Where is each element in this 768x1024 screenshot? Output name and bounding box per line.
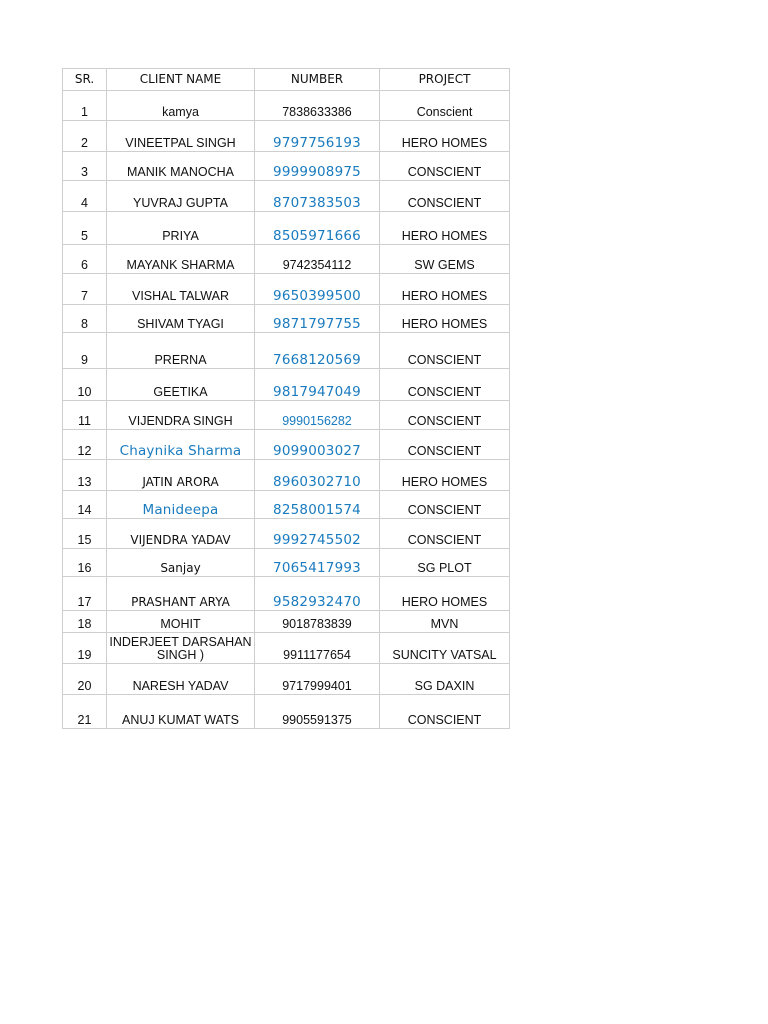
- row-sr-cell: 6: [63, 245, 107, 274]
- row-client-name-cell: Chaynika Sharma: [107, 430, 255, 460]
- row-sr-cell: 11: [63, 401, 107, 430]
- row-number-cell[interactable]: 7065417993: [255, 549, 380, 577]
- row-sr-cell: 21: [63, 695, 107, 729]
- row-project-cell: CONSCIENT: [380, 152, 510, 181]
- row-client-name-cell: MAYANK SHARMA: [107, 245, 255, 274]
- row-number-cell: 9018783839: [255, 611, 380, 633]
- row-client-name-cell: MOHIT: [107, 611, 255, 633]
- row-sr-cell: 7: [63, 274, 107, 305]
- row-client-name-cell: ANUJ KUMAT WATS: [107, 695, 255, 729]
- row-sr-cell: 10: [63, 369, 107, 401]
- row-number-cell[interactable]: 8960302710: [255, 460, 380, 491]
- header-row: [63, 69, 510, 91]
- row-client-name-cell: PRIYA: [107, 212, 255, 245]
- row-sr-cell: 2: [63, 121, 107, 152]
- row-number-cell: 9911177654: [255, 633, 380, 664]
- row-client-name-cell: GEETIKA: [107, 369, 255, 401]
- table-row: [63, 401, 510, 430]
- row-sr-cell: 8: [63, 305, 107, 333]
- row-number-cell: 9742354112: [255, 245, 380, 274]
- header-sr: SR.: [63, 69, 107, 91]
- row-client-name-cell: PRERNA: [107, 333, 255, 369]
- table-row: [63, 212, 510, 245]
- table-row: [63, 633, 510, 664]
- row-client-name-cell: VIJENDRA SINGH: [107, 401, 255, 430]
- row-number-cell[interactable]: 9797756193: [255, 121, 380, 152]
- row-client-name-cell: MANIK MANOCHA: [107, 152, 255, 181]
- row-client-name-cell: VIJENDRA YADAV: [107, 519, 255, 549]
- row-project-cell: HERO HOMES: [380, 212, 510, 245]
- header-client-name: CLIENT NAME: [107, 69, 255, 91]
- table-row: [63, 369, 510, 401]
- table-row: [63, 91, 510, 121]
- header-number: NUMBER: [255, 69, 380, 91]
- table-row: [63, 333, 510, 369]
- row-number-cell[interactable]: 9999908975: [255, 152, 380, 181]
- row-project-cell: SW GEMS: [380, 245, 510, 274]
- table-row: [63, 460, 510, 491]
- row-project-cell: CONSCIENT: [380, 519, 510, 549]
- table-row: [63, 611, 510, 633]
- row-sr-cell: 1: [63, 91, 107, 121]
- table-row: [63, 305, 510, 333]
- row-project-cell: CONSCIENT: [380, 181, 510, 212]
- row-sr-cell: 3: [63, 152, 107, 181]
- table-row: [63, 430, 510, 460]
- table-row: [63, 152, 510, 181]
- row-sr-cell: 5: [63, 212, 107, 245]
- row-sr-cell: 16: [63, 549, 107, 577]
- row-project-cell: Conscient: [380, 91, 510, 121]
- table-row: [63, 274, 510, 305]
- row-client-name-cell: JATIN ARORA: [107, 460, 255, 491]
- row-project-cell: HERO HOMES: [380, 121, 510, 152]
- row-client-name-cell: NARESH YADAV: [107, 664, 255, 695]
- table-row: [63, 491, 510, 519]
- table-row: [63, 577, 510, 611]
- row-project-cell: CONSCIENT: [380, 369, 510, 401]
- row-number-cell[interactable]: 9817947049: [255, 369, 380, 401]
- row-client-name-cell: SHIVAM TYAGI: [107, 305, 255, 333]
- row-client-name-cell: PRASHANT ARYA: [107, 577, 255, 611]
- table-body: [63, 91, 510, 729]
- row-sr-cell: 4: [63, 181, 107, 212]
- row-sr-cell: 9: [63, 333, 107, 369]
- row-client-name-cell: INDERJEET DARSAHAN SINGH ): [107, 633, 255, 664]
- row-number-cell[interactable]: 9990156282: [255, 401, 380, 430]
- client-table: [62, 68, 510, 729]
- row-sr-cell: 13: [63, 460, 107, 491]
- row-project-cell: SUNCITY VATSAL: [380, 633, 510, 664]
- table-row: [63, 245, 510, 274]
- row-client-name-cell: Sanjay: [107, 549, 255, 577]
- table-row: [63, 181, 510, 212]
- row-number-cell[interactable]: 9099003027: [255, 430, 380, 460]
- row-project-cell: SG DAXIN: [380, 664, 510, 695]
- row-client-name-cell: VINEETPAL SINGH: [107, 121, 255, 152]
- row-sr-cell: 20: [63, 664, 107, 695]
- row-number-cell[interactable]: 8258001574: [255, 491, 380, 519]
- row-project-cell: CONSCIENT: [380, 401, 510, 430]
- row-sr-cell: 12: [63, 430, 107, 460]
- row-project-cell: HERO HOMES: [380, 274, 510, 305]
- table-row: [63, 121, 510, 152]
- row-client-name-cell: VISHAL TALWAR: [107, 274, 255, 305]
- row-project-cell: CONSCIENT: [380, 430, 510, 460]
- row-project-cell: HERO HOMES: [380, 305, 510, 333]
- row-number-cell: 9717999401: [255, 664, 380, 695]
- row-sr-cell: 17: [63, 577, 107, 611]
- row-project-cell: HERO HOMES: [380, 460, 510, 491]
- header-project: PROJECT: [380, 69, 510, 91]
- row-number-cell[interactable]: 8707383503: [255, 181, 380, 212]
- row-project-cell: CONSCIENT: [380, 333, 510, 369]
- row-number-cell[interactable]: 9650399500: [255, 274, 380, 305]
- row-sr-cell: 19: [63, 633, 107, 664]
- row-sr-cell: 14: [63, 491, 107, 519]
- row-project-cell: HERO HOMES: [380, 577, 510, 611]
- table-row: [63, 549, 510, 577]
- row-number-cell: 7838633386: [255, 91, 380, 121]
- table-row: [63, 695, 510, 729]
- row-project-cell: CONSCIENT: [380, 695, 510, 729]
- row-project-cell: MVN: [380, 611, 510, 633]
- row-project-cell: CONSCIENT: [380, 491, 510, 519]
- table-row: [63, 664, 510, 695]
- row-number-cell[interactable]: 8505971666: [255, 212, 380, 245]
- row-project-cell: SG PLOT: [380, 549, 510, 577]
- row-number-cell: 9905591375: [255, 695, 380, 729]
- row-sr-cell: 18: [63, 611, 107, 633]
- row-sr-cell: 15: [63, 519, 107, 549]
- row-number-cell[interactable]: 7668120569: [255, 333, 380, 369]
- row-number-cell[interactable]: 9871797755: [255, 305, 380, 333]
- table-row: [63, 519, 510, 549]
- row-number-cell[interactable]: 9992745502: [255, 519, 380, 549]
- row-client-name-cell: kamya: [107, 91, 255, 121]
- row-client-name-cell: Manideepa: [107, 491, 255, 519]
- row-client-name-cell: YUVRAJ GUPTA: [107, 181, 255, 212]
- row-number-cell[interactable]: 9582932470: [255, 577, 380, 611]
